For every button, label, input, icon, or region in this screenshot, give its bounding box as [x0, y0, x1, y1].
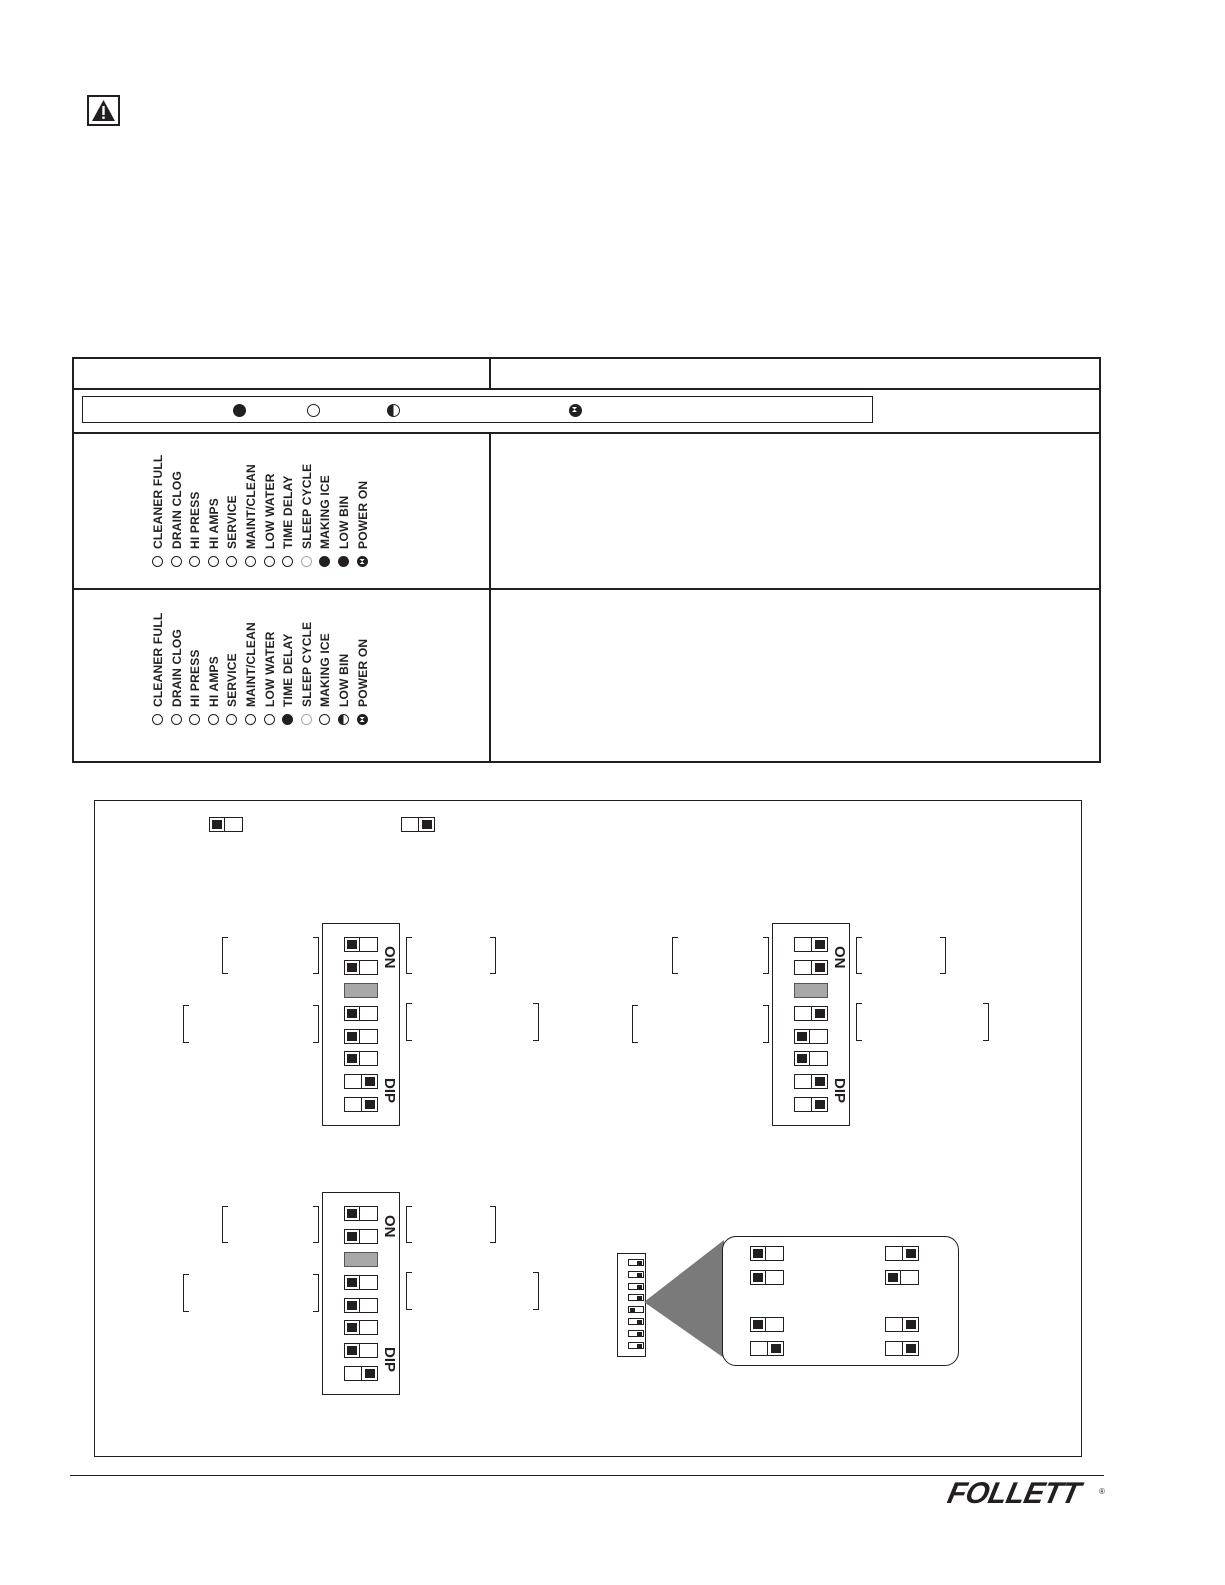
bracket [763, 937, 769, 974]
bracket [983, 1003, 989, 1041]
dip-switch-block [322, 923, 400, 1126]
zoom-switch-icon [885, 1341, 919, 1356]
led-off-icon [189, 714, 200, 725]
dip-switch-4 [344, 1275, 378, 1290]
led-label: DRAIN CLOG [169, 629, 184, 707]
led-label: TIME DELAY [281, 475, 296, 549]
callout-wedge-icon [640, 1234, 730, 1364]
led-label: HI PRESS [188, 491, 203, 549]
bracket [222, 937, 228, 974]
led-label: LOW WATER [262, 473, 277, 549]
led-on-icon [319, 556, 330, 567]
led-label: SERVICE [225, 653, 240, 707]
led-off-icon [152, 556, 163, 567]
led-on-icon [233, 404, 246, 417]
led-off-icon [226, 714, 237, 725]
bracket [406, 1272, 412, 1310]
led-label: LOW BIN [337, 495, 351, 549]
dip-on-label: ON [831, 946, 848, 969]
bracket [313, 1005, 319, 1043]
brand-registered-mark: ® [1099, 1487, 1105, 1496]
bracket [856, 937, 862, 974]
led-label: HI PRESS [188, 649, 203, 707]
led-label: DRAIN CLOG [169, 471, 184, 549]
led-off-icon [264, 556, 275, 567]
power-on-icon [569, 404, 582, 417]
dip-switch-5 [344, 1298, 378, 1313]
table-divider [74, 388, 1099, 390]
dip-switch-1 [344, 1206, 378, 1221]
dip-switch-6 [344, 1051, 378, 1066]
led-label: MAINT/CLEAN [244, 622, 258, 707]
dip-switch-8 [794, 1097, 828, 1112]
led-power-icon [357, 714, 368, 725]
bracket [183, 1274, 189, 1312]
led-label: POWER ON [355, 638, 370, 707]
bracket [940, 937, 946, 974]
dip-switch-block [322, 1192, 400, 1395]
led-legend [82, 396, 873, 423]
zoomed-switch-detail [722, 1236, 959, 1366]
switch-left-icon [209, 817, 243, 832]
led-label: CLEANER FULL [151, 454, 165, 549]
zoom-switch-icon [750, 1246, 784, 1261]
led-on-icon [338, 556, 349, 567]
zoom-switch-icon [750, 1341, 784, 1356]
dip-on-label: ON [381, 1215, 398, 1238]
bracket [672, 937, 678, 974]
switch-right-icon [401, 817, 435, 832]
led-label: TIME DELAY [281, 633, 296, 707]
dip-switch-6 [344, 1320, 378, 1335]
led-off-icon [208, 714, 219, 725]
led-off-icon [208, 556, 219, 567]
warning-icon [87, 95, 120, 126]
dip-dip-label: DIP [831, 1078, 848, 1104]
led-off-icon [282, 556, 293, 567]
dip-switch-3 [344, 1252, 378, 1267]
led-off-light-icon [301, 556, 312, 567]
dip-switch-5 [344, 1029, 378, 1044]
bracket [222, 1206, 228, 1243]
zoom-switch-icon [885, 1270, 919, 1285]
led-label: SERVICE [225, 495, 240, 549]
led-off-icon [319, 714, 330, 725]
bracket [313, 1206, 319, 1243]
dip-switch-8 [344, 1097, 378, 1112]
table-divider [489, 432, 491, 763]
dip-switch-2 [344, 1229, 378, 1244]
dip-switch-2 [344, 960, 378, 975]
bracket [856, 1003, 862, 1041]
dip-switch-7 [794, 1074, 828, 1089]
dip-switch-3 [344, 983, 378, 998]
led-label: MAKING ICE [318, 633, 333, 707]
dip-switch-1 [794, 937, 828, 952]
bracket [632, 1005, 638, 1043]
footer-rule [70, 1475, 1104, 1476]
bracket [406, 1206, 412, 1243]
zoom-switch-icon [750, 1317, 784, 1332]
dip-switch-6 [794, 1051, 828, 1066]
led-off-icon [264, 714, 275, 725]
table-divider [74, 432, 1099, 434]
dip-switch-1 [344, 937, 378, 952]
led-label: HI AMPS [206, 498, 221, 549]
table-divider [489, 359, 491, 388]
led-label: CLEANER FULL [151, 612, 165, 707]
led-on-icon [282, 714, 293, 725]
led-off-icon [245, 556, 256, 567]
bracket [406, 937, 412, 974]
zoom-switch-icon [885, 1246, 919, 1261]
dip-dip-label: DIP [381, 1078, 398, 1104]
led-off-icon [171, 714, 182, 725]
led-off-icon [152, 714, 163, 725]
bracket [313, 1274, 319, 1312]
dip-switch-4 [344, 1006, 378, 1021]
bracket [533, 1003, 539, 1041]
bracket [533, 1272, 539, 1310]
dip-switch-7 [344, 1074, 378, 1089]
zoom-switch-icon [750, 1270, 784, 1285]
led-off-light-icon [301, 714, 312, 725]
dip-switch-2 [794, 960, 828, 975]
bracket [490, 937, 496, 974]
dip-switch-4 [794, 1006, 828, 1021]
led-label: SLEEP CYCLE [299, 463, 314, 549]
dip-dip-label: DIP [381, 1347, 398, 1373]
zoom-switch-icon [885, 1317, 919, 1332]
bracket [313, 937, 319, 974]
bracket [406, 1003, 412, 1041]
led-off-icon [226, 556, 237, 567]
brand-logo: FOLLETT [944, 1477, 1084, 1510]
dip-on-label: ON [381, 946, 398, 969]
led-off-icon [245, 714, 256, 725]
led-label: LOW WATER [262, 631, 277, 707]
led-label: SLEEP CYCLE [299, 621, 314, 707]
dip-switch-7 [344, 1343, 378, 1358]
led-off-icon [189, 556, 200, 567]
table-divider [74, 588, 1099, 590]
led-status-table [72, 357, 1101, 763]
led-label: MAINT/CLEAN [244, 464, 258, 549]
led-off-icon [171, 556, 182, 567]
led-flash-icon [338, 714, 349, 725]
led-label: POWER ON [355, 480, 370, 549]
dip-switch-5 [794, 1029, 828, 1044]
bracket [183, 1005, 189, 1043]
led-power-icon [357, 556, 368, 567]
dip-switch-3 [794, 983, 828, 998]
led-label: HI AMPS [206, 656, 221, 707]
led-flashing-icon [387, 404, 400, 417]
bracket [763, 1005, 769, 1043]
led-off-icon [307, 404, 320, 417]
dip-switch-8 [344, 1366, 378, 1381]
led-label: LOW BIN [337, 653, 351, 707]
led-label: MAKING ICE [318, 475, 333, 549]
bracket [490, 1206, 496, 1243]
dip-switch-block [772, 923, 850, 1126]
